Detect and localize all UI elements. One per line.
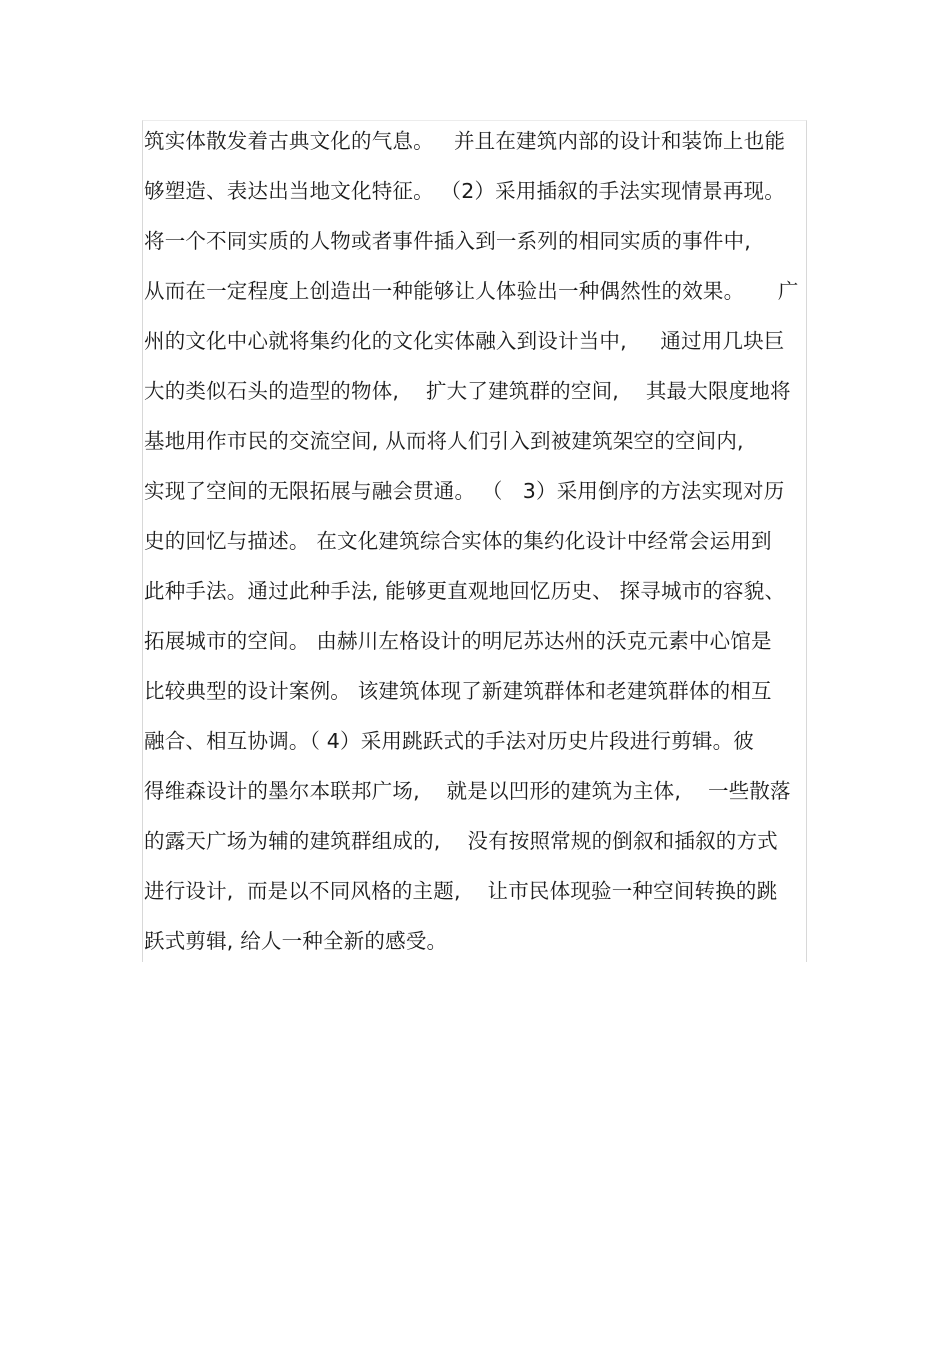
text-line: 实现了空间的无限拓展与融会贯通。 （ 3）采用倒序的方法实现对历 [144, 479, 785, 503]
text-line: 大的类似石头的造型的物体, 扩大了建筑群的空间, 其最大限度地将 [144, 379, 791, 403]
text-line: 进行设计, 而是以不同风格的主题, 让市民体现验一种空间转换的跳 [144, 879, 778, 903]
text-line: 拓展城市的空间。 由赫川左格设计的明尼苏达州的沃克元素中心馆是 [144, 629, 772, 653]
text-line: 将一个不同实质的人物或者事件插入到一系列的相同实质的事件中, [144, 229, 752, 253]
text-line: 得维森设计的墨尔本联邦广场, 就是以凹形的建筑为主体, 一些散落 [144, 779, 791, 803]
text-line: 跃式剪辑, 给人一种全新的感受。 [144, 929, 448, 953]
text-line: 筑实体散发着古典文化的气息。 并且在建筑内部的设计和装饰上也能 [144, 129, 786, 153]
text-line: 史的回忆与描述。 在文化建筑综合实体的集约化设计中经常会运用到 [144, 529, 772, 553]
text-line: 基地用作市民的交流空间, 从而将人们引入到被建筑架空的空间内, [144, 429, 744, 453]
text-line: 比较典型的设计案例。 该建筑体现了新建筑群体和老建筑群体的相互 [144, 679, 772, 703]
text-line: 的露天广场为辅的建筑群组成的, 没有按照常规的倒叙和插叙的方式 [144, 829, 778, 853]
text-line: 够塑造、表达出当地文化特征。 （2）采用插叙的手法实现情景再现。 [144, 179, 785, 203]
text-line: 融合、相互协调。（ 4）采用跳跃式的手法对历史片段进行剪辑。彼 [144, 729, 755, 753]
text-line: 州的文化中心就将集约化的文化实体融入到设计当中, 通过用几块巨 [144, 329, 785, 353]
text-line: 从而在一定程度上创造出一种能够让人体验出一种偶然性的效果。 广 [144, 279, 799, 303]
body-text [144, 118, 809, 968]
text-line: 此种手法。通过此种手法, 能够更直观地回忆历史、 探寻城市的容貌、 [144, 579, 786, 603]
